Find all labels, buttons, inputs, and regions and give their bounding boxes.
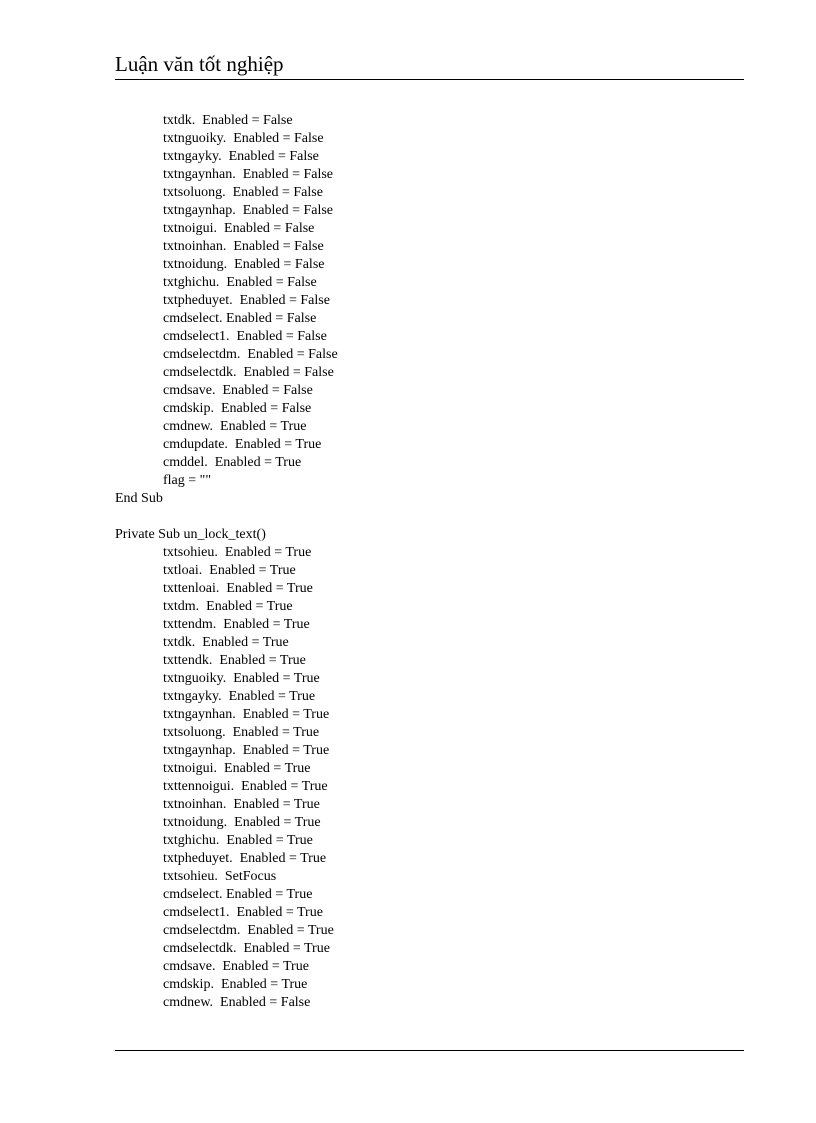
code-line: txtdm. Enabled = True: [163, 599, 293, 614]
code-line: txtngaynhan. Enabled = True: [163, 707, 330, 722]
code-line: cmdselect1. Enabled = False: [163, 329, 327, 344]
code-line: txttendm. Enabled = True: [163, 617, 310, 632]
code-line: cmdselectdk. Enabled = True: [163, 941, 330, 956]
code-line: txttenloai. Enabled = True: [163, 581, 313, 596]
code-line: cmdnew. Enabled = True: [163, 419, 307, 434]
code-line: txtnoigui. Enabled = True: [163, 761, 311, 776]
code-line: txtghichu. Enabled = False: [163, 275, 317, 290]
code-line: txtghichu. Enabled = True: [163, 833, 313, 848]
code-line: cmdselectdm. Enabled = False: [163, 347, 338, 362]
code-line: txtnoidung. Enabled = True: [163, 815, 321, 830]
code-line: txtngaynhan. Enabled = False: [163, 167, 334, 182]
code-line: txtngaynhap. Enabled = False: [163, 203, 334, 218]
code-line: txtloai. Enabled = True: [163, 563, 296, 578]
code-line: cmdnew. Enabled = False: [163, 995, 311, 1010]
code-line: txtdk. Enabled = False: [163, 113, 293, 128]
code-line: txtsoluong. Enabled = True: [163, 725, 320, 740]
code-line: txtdk. Enabled = True: [163, 635, 289, 650]
blank-line: [115, 508, 744, 526]
code-line: txtsohieu. Enabled = True: [163, 545, 312, 560]
code-line: txtngaynhap. Enabled = True: [163, 743, 330, 758]
code-line: cmdselectdm. Enabled = True: [163, 923, 334, 938]
code-line: txtnoinhan. Enabled = True: [163, 797, 320, 812]
code-listing: [115, 112, 744, 1012]
page-header: [115, 50, 744, 80]
code-line: cmdselectdk. Enabled = False: [163, 365, 334, 380]
code-line: txtsohieu. SetFocus: [163, 869, 277, 884]
code-line: Private Sub un_lock_text(): [115, 527, 266, 542]
code-line: cmdselect. Enabled = True: [163, 887, 313, 902]
page-title: Luận văn tốt nghiệp: [115, 52, 284, 76]
footer-rule: [115, 1050, 744, 1051]
code-line: cmdselect. Enabled = False: [163, 311, 317, 326]
code-line: txttendk. Enabled = True: [163, 653, 306, 668]
code-line: txtngayky. Enabled = False: [163, 149, 319, 164]
code-line: cmdupdate. Enabled = True: [163, 437, 322, 452]
code-line: txtpheduyet. Enabled = False: [163, 293, 330, 308]
code-line: cmdsave. Enabled = True: [163, 959, 309, 974]
code-line: txtnoinhan. Enabled = False: [163, 239, 324, 254]
code-line: txtsoluong. Enabled = False: [163, 185, 323, 200]
code-line: txtnoidung. Enabled = False: [163, 257, 325, 272]
code-line: cmdskip. Enabled = True: [163, 977, 308, 992]
code-line: txtnoigui. Enabled = False: [163, 221, 315, 236]
code-line: End Sub: [115, 491, 163, 506]
code-line: txttennoigui. Enabled = True: [163, 779, 328, 794]
code-line: cmdselect1. Enabled = True: [163, 905, 323, 920]
code-line: cmddel. Enabled = True: [163, 455, 302, 470]
code-line: txtnguoiky. Enabled = True: [163, 671, 320, 686]
code-line: cmdskip. Enabled = False: [163, 401, 312, 416]
code-line: txtpheduyet. Enabled = True: [163, 851, 327, 866]
code-line: flag = "": [163, 473, 212, 488]
code-line: cmdsave. Enabled = False: [163, 383, 313, 398]
code-line: txtnguoiky. Enabled = False: [163, 131, 324, 146]
code-line: txtngayky. Enabled = True: [163, 689, 316, 704]
